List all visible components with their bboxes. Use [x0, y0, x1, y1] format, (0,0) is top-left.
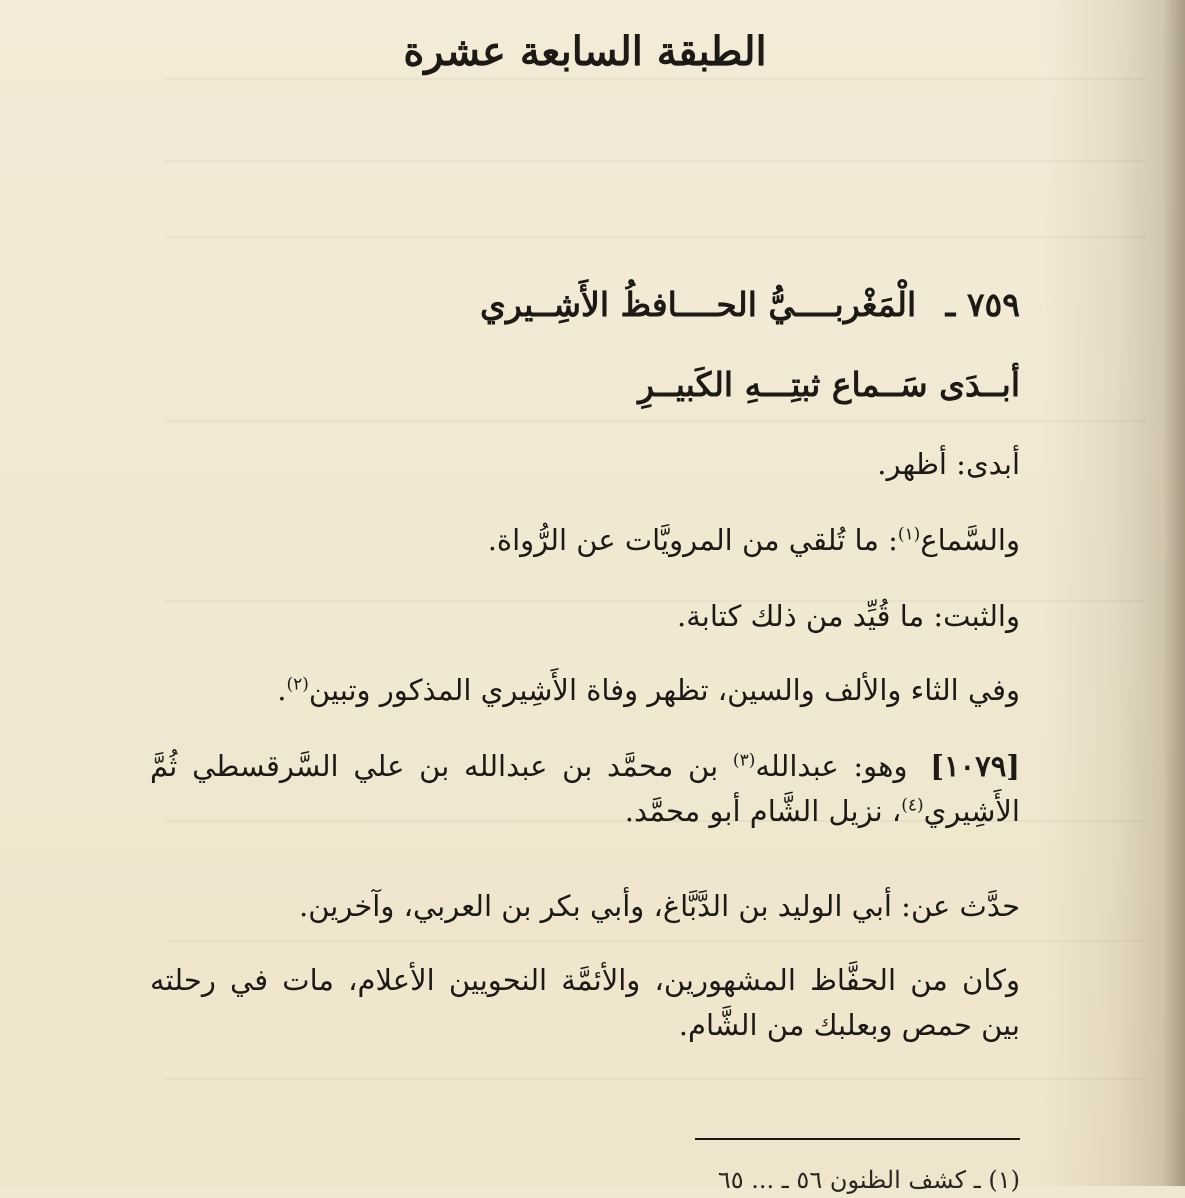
footnote-ref-2[interactable]: (٢) — [286, 674, 309, 695]
footnote-ref-1[interactable]: (١) — [897, 524, 921, 545]
biography-name-a: وهو: عبدالله — [755, 749, 908, 783]
entry-number: ٧٥٩ ـ — [945, 285, 1020, 324]
gloss-sama-term: والسَّماع — [920, 523, 1020, 557]
footnote-1-partial: (١) ـ كشف الظنون ٥٦ ـ ... ٦٥ — [717, 1166, 1020, 1194]
gloss-abda: أبدى: أظهر. — [877, 447, 1020, 481]
entry-title: الْمَغْربــــيُّ الحــــافظُ الأَشِــيري — [480, 285, 917, 324]
page-content — [150, 0, 1021, 1194]
biography-name-c: ، نزيل الشَّام أبو محمَّد. — [624, 793, 902, 828]
page-edge-shadow — [1163, 0, 1185, 1186]
biography-teachers: حدَّث عن: أبي الوليد بن الدَّبَّاغ، وأبي بكر بن العربي، وآخرين. — [299, 889, 1020, 923]
entry-index-number: [١٠٧٩] — [930, 749, 1021, 783]
gloss-sama — [150, 518, 1020, 563]
verse-line: أبــدَى سَــماع ثبتِـــهِ الكَبيــرِ — [638, 365, 1020, 404]
gloss-letters-text: وفي الثاء والألف والسين، تظهر وفاة الأَشِيري المذكور وتبين — [308, 673, 1020, 707]
biography-name — [150, 744, 1020, 834]
gloss-sama-text: : ما تُلقي من المرويَّات عن الرُّواة. — [487, 523, 898, 557]
running-head: الطبقة السابعة عشرة — [403, 28, 767, 75]
gloss-letters-end: . — [277, 673, 287, 707]
biography-name-b: بن محمَّد بن عبدالله بن علي السَّرقسطي ثُمَّ الأَشِيري — [150, 749, 1020, 828]
footnote-separator — [695, 1138, 1020, 1140]
gloss-letters — [150, 668, 1020, 713]
entry-heading — [480, 284, 1020, 327]
gloss-thabt: والثبت: ما قُيِّد من ذلك كتابة. — [677, 599, 1020, 633]
biography-death: وكان من الحفَّاظ المشهورين، والأئمَّة النحويين الأعلام، مات في رحلته بين حمص وبعلبك من الشَّام. — [150, 963, 1020, 1042]
footnote-ref-4[interactable]: (٤) — [901, 795, 924, 816]
footnote-ref-3[interactable]: (٣) — [732, 750, 756, 771]
